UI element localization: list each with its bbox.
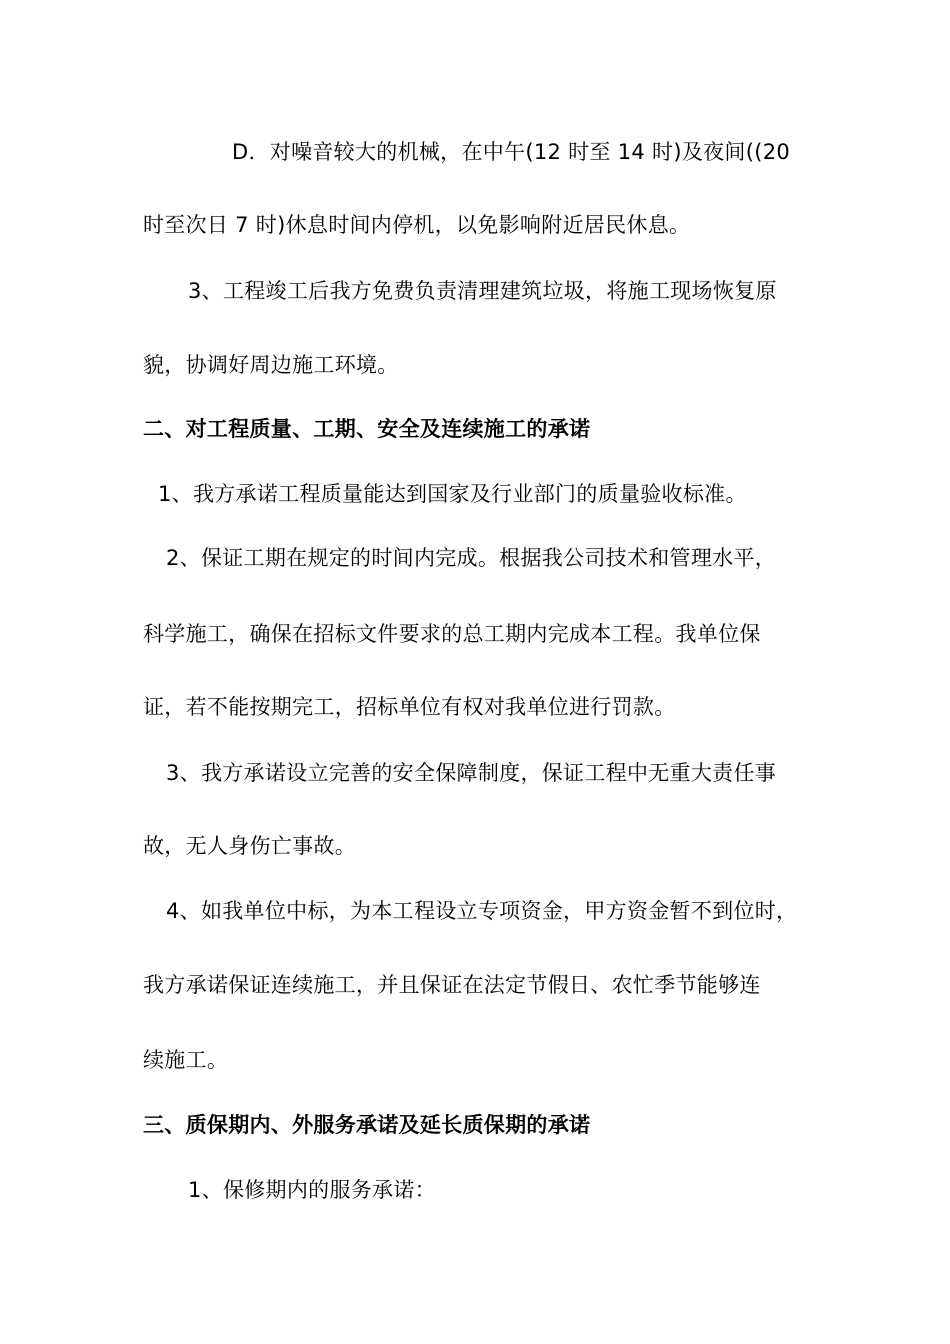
paragraph-line: 1、我方承诺工程质量能达到国家及行业部门的质量验收标准。 <box>158 482 747 506</box>
section-heading: 三、质保期内、外服务承诺及延长质保期的承诺 <box>143 1113 591 1137</box>
paragraph-line: 1、保修期内的服务承诺： <box>188 1178 436 1202</box>
paragraph-line: 4、如我单位中标，为本工程设立专项资金，甲方资金暂不到位时， <box>166 899 798 923</box>
paragraph-line: 证，若不能按期完工，招标单位有权对我单位进行罚款。 <box>143 695 676 719</box>
paragraph-line: 2、保证工期在规定的时间内完成。根据我公司技术和管理水平， <box>166 546 777 570</box>
paragraph-line: 3、工程竣工后我方免费负责清理建筑垃圾，将施工现场恢复原 <box>188 279 777 303</box>
paragraph-line: 我方承诺保证连续施工，并且保证在法定节假日、农忙季节能够连 <box>143 973 761 997</box>
paragraph-line: 科学施工，确保在招标文件要求的总工期内完成本工程。我单位保 <box>143 622 761 646</box>
paragraph-line: 貌，协调好周边施工环境。 <box>143 353 399 377</box>
paragraph-line: 3、我方承诺设立完善的安全保障制度，保证工程中无重大责任事 <box>166 761 777 785</box>
paragraph-line: D．对噪音较大的机械，在中午(12 时至 14 时)及夜间((20 <box>232 140 791 164</box>
paragraph-line: 故，无人身伤亡事故。 <box>143 834 356 858</box>
paragraph-line: 续施工。 <box>143 1048 229 1072</box>
paragraph-line: 时至次日 7 时)休息时间内停机，以免影响附近居民休息。 <box>143 213 691 237</box>
section-heading: 二、对工程质量、工期、安全及连续施工的承诺 <box>143 417 591 441</box>
